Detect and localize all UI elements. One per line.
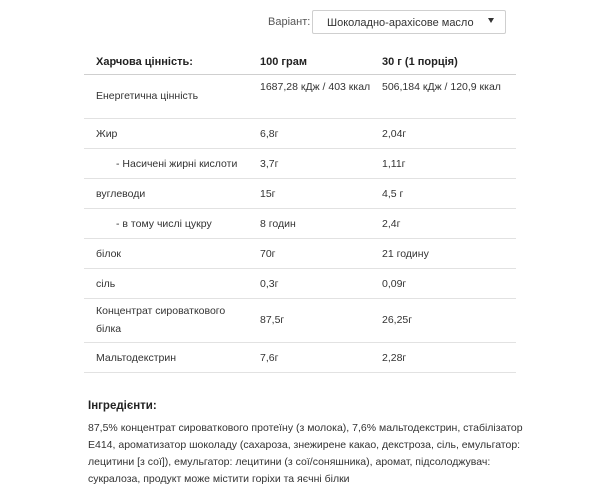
row-per-serving: 506,184 кДж / 120,9 ккал [382,81,501,93]
table-row [84,75,516,119]
row-label: вуглеводи [96,188,146,200]
table-row [84,119,516,149]
table-row [84,343,516,373]
header-per-100g: 100 грам [260,56,307,68]
row-label: Енергетична цінність [96,90,199,102]
variant-selected-value: Шоколадно-арахісове масло [327,17,474,29]
ingredients-text: 87,5% концентрат сироваткового протеїну (з молока), 7,6% мальтодекстрин, стабілізатор Е414, ароматизатор шоколаду (сахароза, знежирене какао, декстроза, сіль, емульгатор: лецитини [з сої]), емульгатор: лецитини (з сої/соняшника), аромат, підсолоджувач: сукралоза, продукт може містити горіхи та яєчні білки [88,422,523,485]
chevron-down-icon [488,18,494,23]
table-row [84,239,516,269]
row-label: білок [96,248,122,260]
row-per-serving: 2,4г [382,218,401,230]
row-label: Мальтодекстрин [96,352,177,364]
variant-select[interactable] [312,10,506,34]
variant-label: Варіант: [268,16,311,28]
row-per-serving: 1,11г [382,158,406,170]
table-header-row [84,48,516,75]
table-row [84,149,516,179]
row-per-serving: 0,09г [382,278,407,290]
ingredients-title: Інгредієнти: [88,400,157,412]
row-per-100g: 7,6г [260,352,279,364]
row-per-100g: 3,7г [260,158,279,170]
row-label: Жир [96,128,118,140]
row-per-100g: 87,5г [260,314,285,326]
header-per-serving: 30 г (1 порція) [382,56,458,68]
table-row [84,299,516,343]
row-per-100g: 1687,28 кДж / 403 ккал [260,81,371,93]
row-per-100g: 15г [260,188,276,200]
row-label: - Насичені жирні кислоти [116,158,238,170]
row-label: - в тому числі цукру [116,218,212,230]
variant-row [0,10,600,36]
ingredients-section [88,400,528,488]
row-per-100g: 8 годин [260,218,296,230]
table-row [84,179,516,209]
row-per-100g: 0,3г [260,278,279,290]
row-label: Концентрат сироваткового білка [96,305,226,335]
header-nutrition-value: Харчова цінність: [96,56,193,68]
table-row [84,269,516,299]
row-per-serving: 21 годину [382,248,429,260]
row-per-serving: 26,25г [382,314,413,326]
row-per-serving: 2,04г [382,128,407,140]
row-per-100g: 70г [260,248,276,260]
row-label: сіль [96,278,116,290]
row-per-serving: 2,28г [382,352,407,364]
row-per-100g: 6,8г [260,128,279,140]
nutrition-table [84,48,516,373]
row-per-serving: 4,5 г [382,188,404,200]
table-row [84,209,516,239]
